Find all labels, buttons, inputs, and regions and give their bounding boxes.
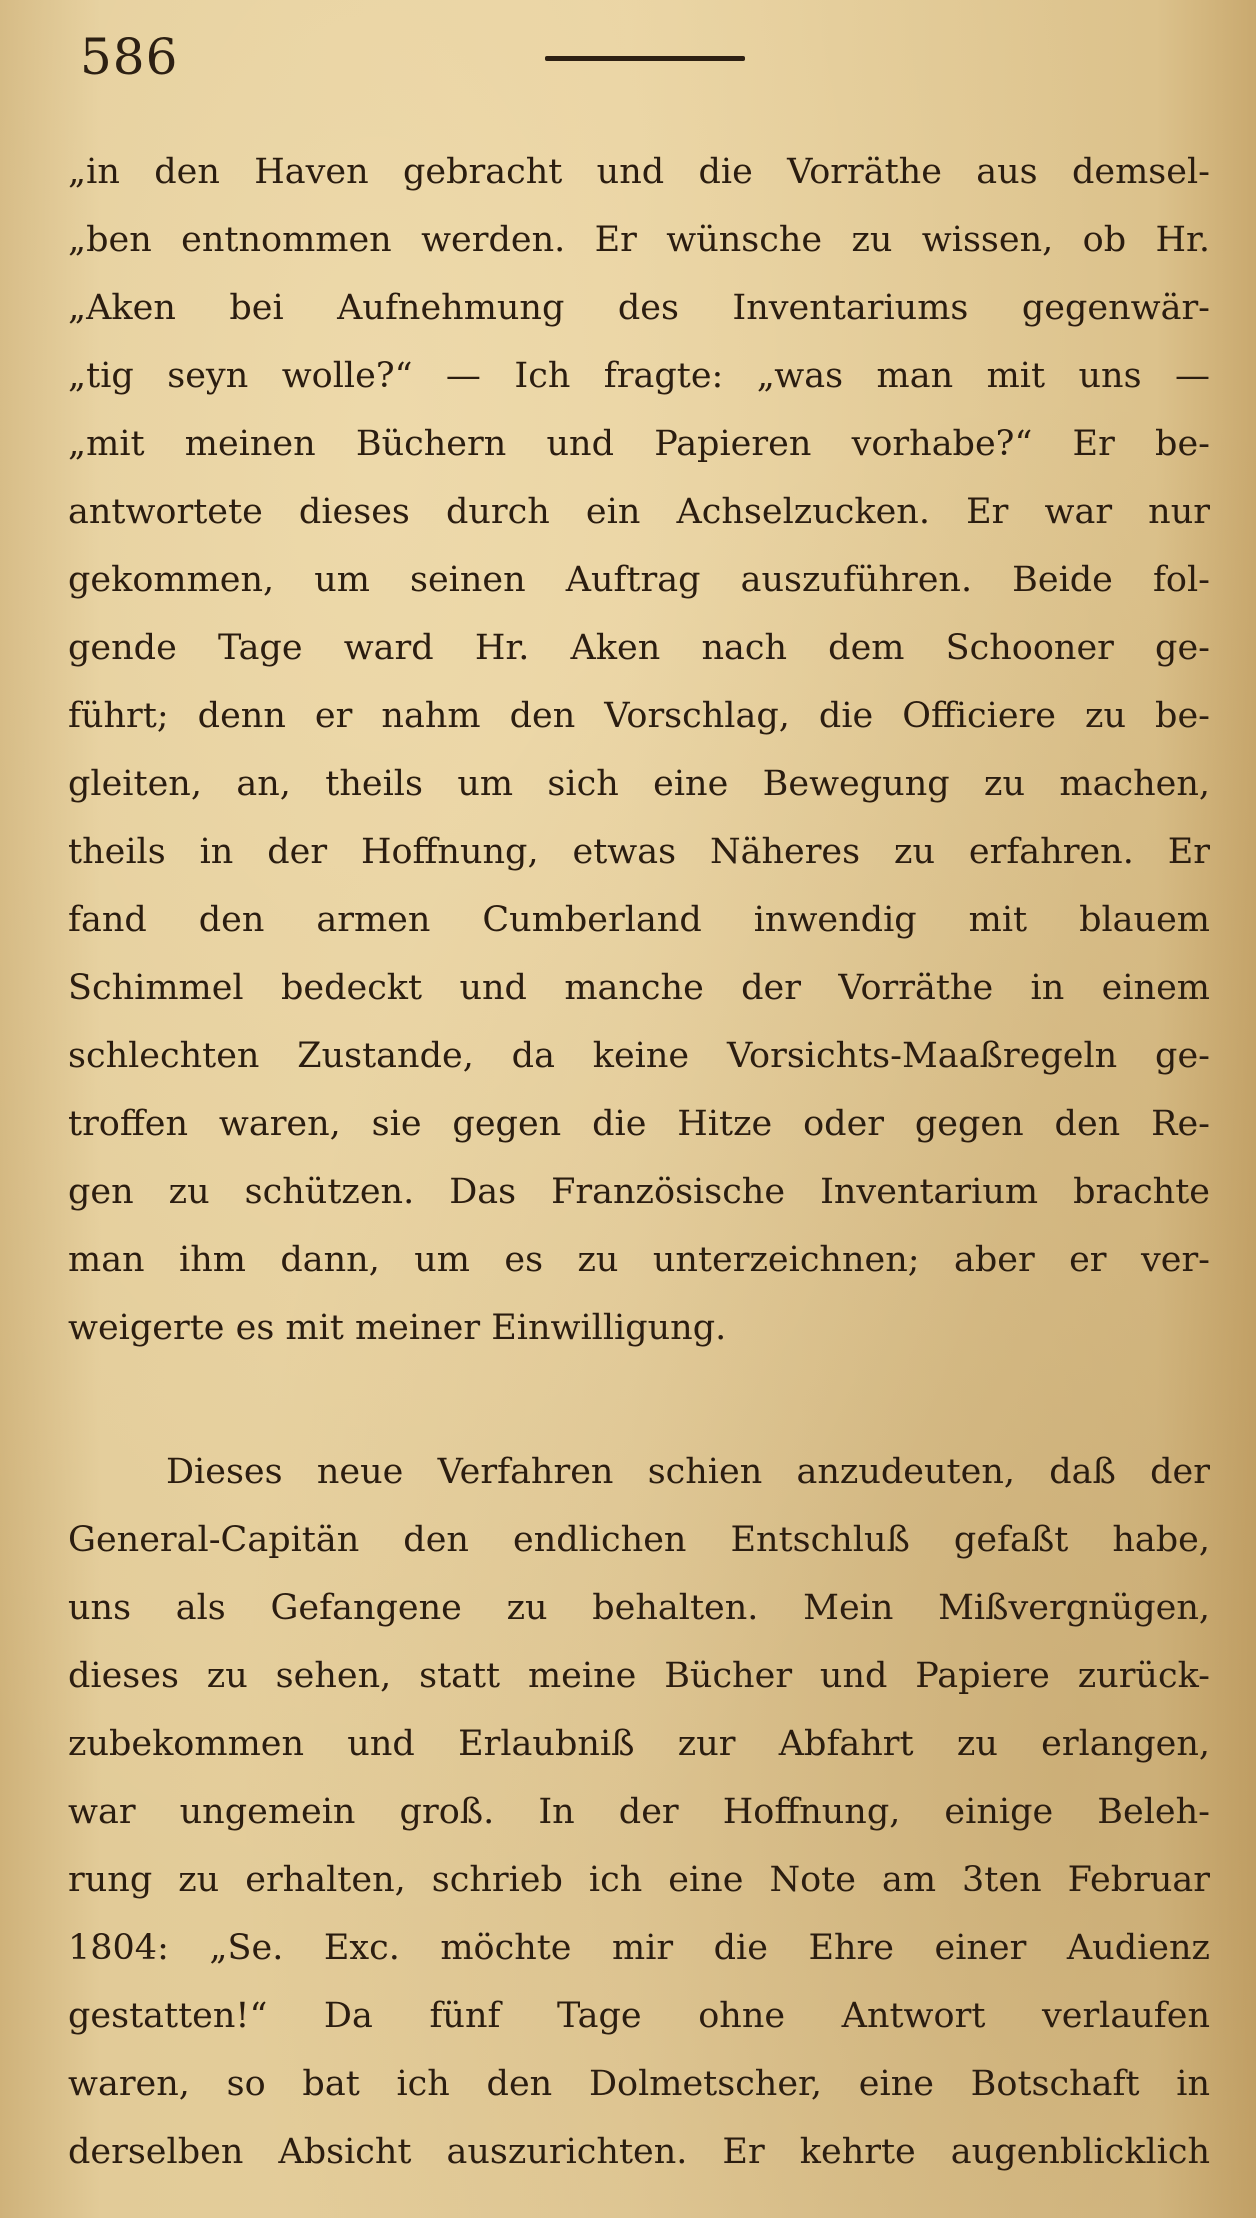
text-line: führt; denn er nahm den Vorschlag, die Officiere zu be- xyxy=(68,696,1210,736)
text-line: „in den Haven gebracht und die Vorräthe aus demsel- xyxy=(68,152,1210,192)
text-line: Dieses neue Verfahren schien anzudeuten, daß der xyxy=(166,1452,1210,1492)
text-line: General-Capitän den endlichen Entschluß gefaßt habe, xyxy=(68,1520,1210,1560)
text-line: „Aken bei Aufnehmung des Inventariums gegenwär- xyxy=(68,288,1210,328)
text-line: dieses zu sehen, statt meine Bücher und Papiere zurück- xyxy=(68,1656,1210,1696)
text-line: gekommen, um seinen Auftrag auszuführen. Beide fol- xyxy=(68,560,1210,600)
text-line: rung zu erhalten, schrieb ich eine Note am 3ten Februar xyxy=(68,1860,1210,1900)
text-line: weigerte es mit meiner Einwilligung. xyxy=(68,1308,727,1348)
text-line: zubekommen und Erlaubniß zur Abfahrt zu erlangen, xyxy=(68,1724,1210,1764)
text-line: 1804: „Se. Exc. möchte mir die Ehre einer Audienz xyxy=(68,1928,1210,1968)
text-line: schlechten Zustande, da keine Vorsichts-Maaßregeln ge- xyxy=(68,1036,1210,1076)
text-line: fand den armen Cumberland inwendig mit blauem xyxy=(68,900,1210,940)
text-line: derselben Absicht auszurichten. Er kehrte augenblicklich xyxy=(68,2132,1210,2172)
text-line: gen zu schützen. Das Französische Inventarium brachte xyxy=(68,1172,1210,1212)
paragraph-2 xyxy=(68,1438,1210,2186)
text-line: „tig seyn wolle?“ — Ich fragte: „was man mit uns — xyxy=(68,356,1210,396)
text-line: war ungemein groß. In der Hoffnung, einige Beleh- xyxy=(68,1792,1210,1832)
text-line: theils in der Hoffnung, etwas Näheres zu erfahren. Er xyxy=(68,832,1210,872)
text-line: troffen waren, sie gegen die Hitze oder gegen den Re- xyxy=(68,1104,1210,1144)
text-line: antwortete dieses durch ein Achselzucken. Er war nur xyxy=(68,492,1210,532)
text-line: waren, so bat ich den Dolmetscher, eine Botschaft in xyxy=(68,2064,1210,2104)
paragraph-1 xyxy=(68,138,1210,1362)
text-line: gestatten!“ Da fünf Tage ohne Antwort verlaufen xyxy=(68,1996,1210,2036)
text-line: „ben entnommen werden. Er wünsche zu wissen, ob Hr. xyxy=(68,220,1210,260)
text-line: gende Tage ward Hr. Aken nach dem Schooner ge- xyxy=(68,628,1210,668)
text-line: uns als Gefangene zu behalten. Mein Mißvergnügen, xyxy=(68,1588,1210,1628)
text-line: man ihm dann, um es zu unterzeichnen; aber er ver- xyxy=(68,1240,1210,1280)
page-number: 586 xyxy=(80,28,179,86)
text-line: Schimmel bedeckt und manche der Vorräthe in einem xyxy=(68,968,1210,1008)
header-rule xyxy=(545,56,745,61)
text-line: „mit meinen Büchern und Papieren vorhabe?“ Er be- xyxy=(68,424,1210,464)
text-line: gleiten, an, theils um sich eine Bewegung zu machen, xyxy=(68,764,1210,804)
